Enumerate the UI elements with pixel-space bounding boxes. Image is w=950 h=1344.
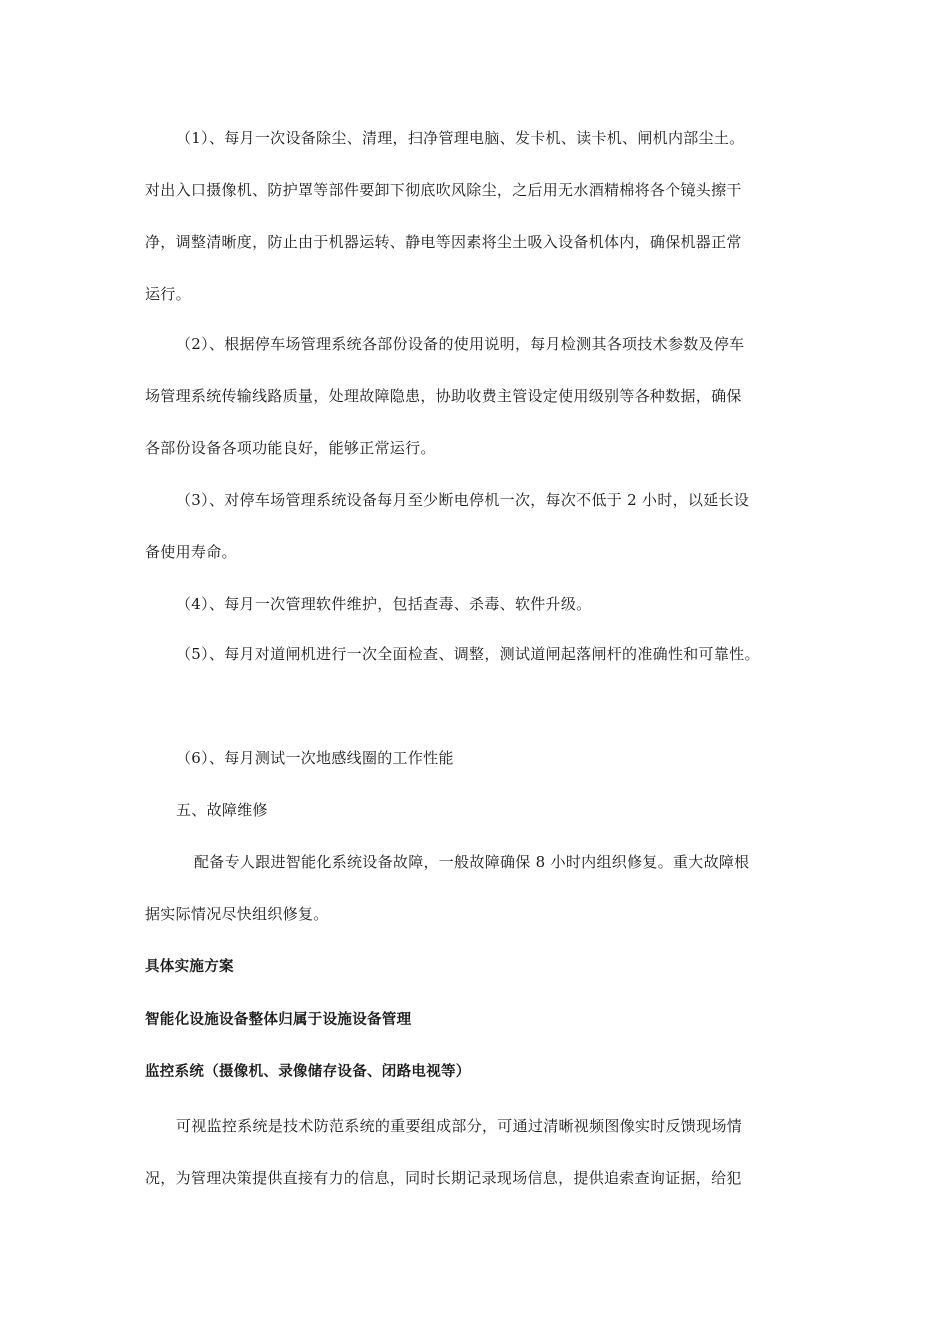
paragraph-line: （3）、对停车场管理系统设备每月至少断电停机一次，每次不低于 2 小时，以延长设 bbox=[176, 491, 750, 509]
bold-heading: 监控系统（摄像机、录像储存设备、闭路电视等） bbox=[145, 1064, 471, 1080]
paragraph-line: （5）、每月对道闸机进行一次全面检查、调整，测试道闸起落闸杆的准确性和可靠性。 bbox=[176, 645, 760, 663]
paragraph-line: （4）、每月一次管理软件维护，包括查毒、杀毒、软件升级。 bbox=[176, 595, 592, 613]
paragraph-line: 净，调整清晰度，防止由于机器运转、静电等因素将尘土吸入设备机体内，确保机器正常 bbox=[145, 233, 742, 251]
paragraph-line: 据实际情况尽快组织修复。 bbox=[145, 905, 329, 923]
section-heading: 五、故障维修 bbox=[176, 801, 268, 819]
paragraph-line: 场管理系统传输线路质量，处理故障隐患，协助收费主管设定使用级别等各种数据，确保 bbox=[145, 387, 742, 405]
bold-heading: 智能化设施设备整体归属于设施设备管理 bbox=[145, 1012, 412, 1028]
paragraph-line: 备使用寿命。 bbox=[145, 543, 237, 561]
paragraph-line: 各部份设备各项功能良好，能够正常运行。 bbox=[145, 439, 436, 457]
paragraph-line: 运行。 bbox=[145, 285, 191, 303]
paragraph-line: 可视监控系统是技术防范系统的重要组成部分，可通过清晰视频图像实时反馈现场情 bbox=[176, 1117, 743, 1135]
paragraph-line: 况，为管理决策提供直接有力的信息，同时长期记录现场信息，提供追索查询证据，给犯 bbox=[145, 1169, 742, 1187]
paragraph-line: （1）、每月一次设备除尘、清理，扫净管理电脑、发卡机、读卡机、闸机内部尘土。 bbox=[176, 129, 745, 147]
paragraph-line: （6）、每月测试一次地感线圈的工作性能 bbox=[176, 749, 454, 767]
bold-heading: 具体实施方案 bbox=[145, 959, 234, 975]
paragraph-line: 配备专人跟进智能化系统设备故障，一般故障确保 8 小时内组织修复。重大故障根 bbox=[194, 853, 750, 871]
paragraph-line: （2）、根据停车场管理系统各部份设备的使用说明，每月检测其各项技术参数及停车 bbox=[176, 335, 745, 353]
paragraph-line: 对出入口摄像机、防护罩等部件要卸下彻底吹风除尘，之后用无水酒精棉将各个镜头擦干 bbox=[145, 181, 742, 199]
